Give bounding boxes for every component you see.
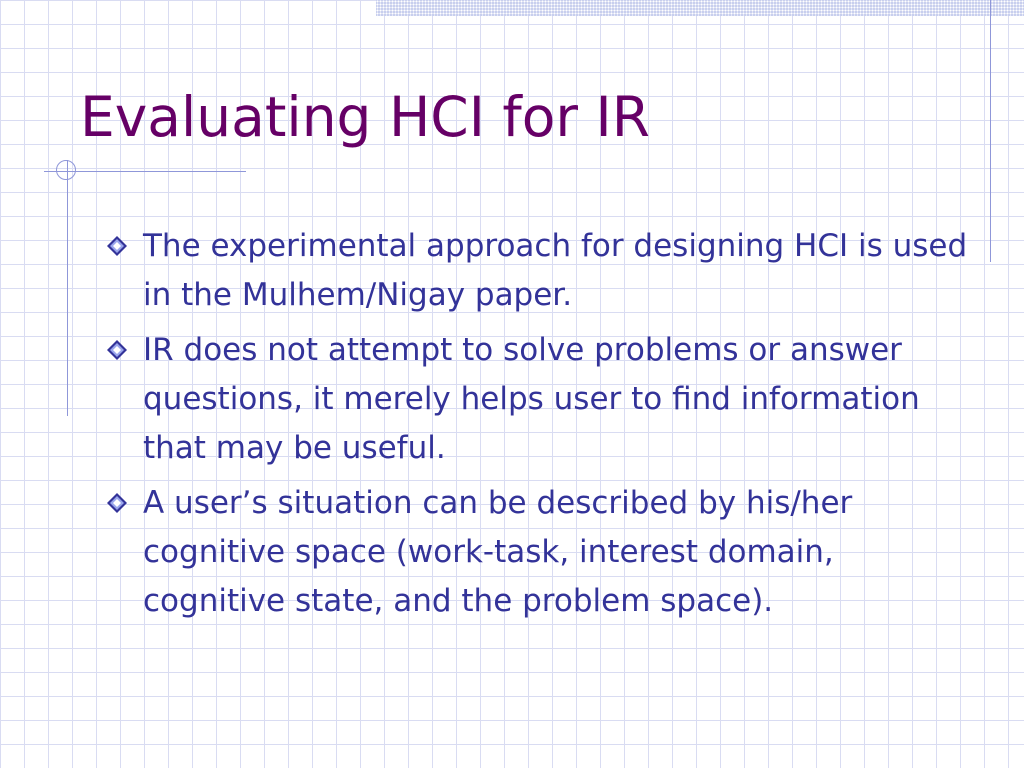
bullet-text: A user’s situation can be described by his/her cognitive space (work-task, interest domain, cognitive state, and the problem space). — [143, 485, 853, 619]
bullet-item — [106, 479, 976, 626]
diamond-bullet-icon — [106, 492, 128, 514]
slide-title: Evaluating HCI for IR — [80, 85, 650, 149]
left-decorative-line — [67, 160, 68, 416]
bullet-item — [106, 326, 976, 473]
diamond-bullet-icon — [106, 235, 128, 257]
bullet-text: IR does not attempt to solve problems or answer questions, it merely helps user to find information that may be useful. — [143, 332, 920, 466]
top-decorative-band — [376, 0, 1024, 16]
bullet-text: The experimental approach for designing HCI is used in the Mulhem/Nigay paper. — [143, 228, 968, 313]
diamond-bullet-icon — [106, 339, 128, 361]
crosshair-circle-icon — [56, 160, 76, 180]
bullet-item — [106, 222, 976, 320]
bullet-list — [106, 222, 976, 632]
right-decorative-line — [990, 0, 991, 262]
